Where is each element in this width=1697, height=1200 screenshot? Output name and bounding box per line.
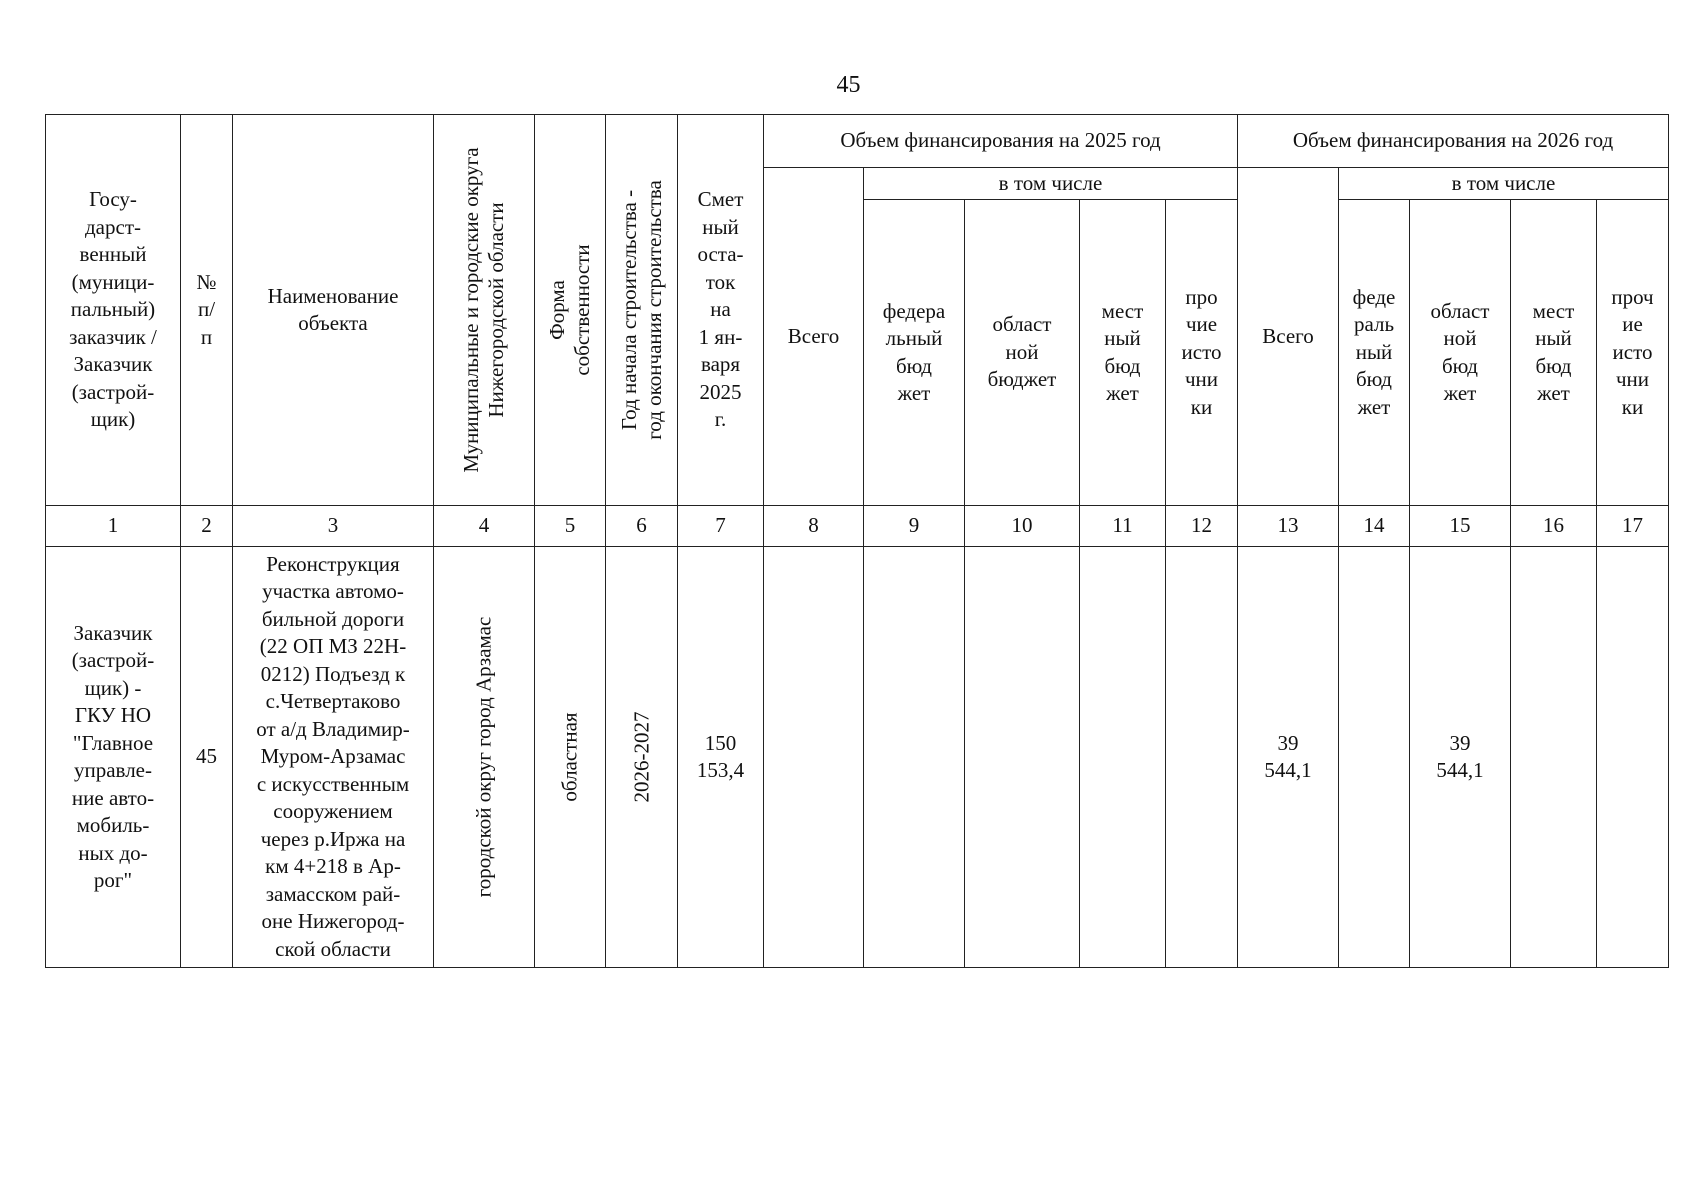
header-years: Год начала строительства - год окончания строительства — [606, 115, 678, 506]
column-number: 16 — [1511, 506, 1597, 547]
financing-table — [45, 114, 1669, 968]
row-other-2025 — [1166, 547, 1238, 968]
header-total-2025: Всего — [764, 168, 864, 506]
header-number: № п/ п — [181, 115, 233, 506]
header-other-2026: проч ие исто чни ки — [1597, 200, 1669, 506]
header-object-name: Наименование объекта — [233, 115, 434, 506]
header-row-1 — [46, 115, 1669, 168]
row-estimate: 150 153,4 — [678, 547, 764, 968]
header-funding-2026: Объем финансирования на 2026 год — [1238, 115, 1669, 168]
header-other-2025: про чие исто чни ки — [1166, 200, 1238, 506]
column-number: 17 — [1597, 506, 1669, 547]
column-number: 7 — [678, 506, 764, 547]
column-number: 6 — [606, 506, 678, 547]
header-local-2026: мест ный бюд жет — [1511, 200, 1597, 506]
header-customer: Госу- дарст- венный (муници- пальный) заказчик / Заказчик (застрой- щик) — [46, 115, 181, 506]
row-number: 45 — [181, 547, 233, 968]
row-customer: Заказчик (застрой- щик) - ГКУ НО "Главное управле- ние авто- мобиль- ных до- рог" — [46, 547, 181, 968]
row-regional-2026: 39 544,1 — [1410, 547, 1511, 968]
header-including-2026: в том числе — [1339, 168, 1669, 200]
header-local-2025: мест ный бюд жет — [1080, 200, 1166, 506]
row-local-2025 — [1080, 547, 1166, 968]
column-number: 1 — [46, 506, 181, 547]
header-regional-2026: област ной бюд жет — [1410, 200, 1511, 506]
row-total-2026: 39 544,1 — [1238, 547, 1339, 968]
column-number: 3 — [233, 506, 434, 547]
row-federal-2025 — [864, 547, 965, 968]
header-municipalities: Муниципальные и городские округа Нижегородской области — [434, 115, 535, 506]
column-number: 9 — [864, 506, 965, 547]
header-estimate: Смет ный оста- ток на 1 ян- варя 2025 г. — [678, 115, 764, 506]
header-federal-2025: федера льный бюд жет — [864, 200, 965, 506]
header-federal-2026: феде раль ный бюд жет — [1339, 200, 1410, 506]
column-number: 8 — [764, 506, 864, 547]
column-number: 2 — [181, 506, 233, 547]
row-other-2026 — [1597, 547, 1669, 968]
column-number: 13 — [1238, 506, 1339, 547]
column-number: 14 — [1339, 506, 1410, 547]
header-funding-2025: Объем финансирования на 2025 год — [764, 115, 1238, 168]
column-number: 5 — [535, 506, 606, 547]
header-regional-2025: област ной бюджет — [965, 200, 1080, 506]
column-number: 10 — [965, 506, 1080, 547]
column-number: 12 — [1166, 506, 1238, 547]
header-including-2025: в том числе — [864, 168, 1238, 200]
header-total-2026: Всего — [1238, 168, 1339, 506]
header-ownership: Форма собственности — [535, 115, 606, 506]
row-object-name: Реконструкция участка автомо- бильной дороги (22 ОП МЗ 22Н- 0212) Подъезд к с.Четвертаково от а/д Владимир- Муром-Арзамас с искусственным сооружением через р.Иржа на км 4+218 в Ар- замасском рай- оне Нижегород- ской области — [233, 547, 434, 968]
row-regional-2025 — [965, 547, 1080, 968]
page-number: 45 — [836, 72, 861, 98]
row-ownership: областная — [535, 547, 606, 968]
column-number-row — [46, 506, 1669, 547]
column-number: 4 — [434, 506, 535, 547]
row-years: 2026-2027 — [606, 547, 678, 968]
row-local-2026 — [1511, 547, 1597, 968]
row-federal-2026 — [1339, 547, 1410, 968]
row-municipality: городской округ город Арзамас — [434, 547, 535, 968]
table-row — [46, 547, 1669, 968]
column-number: 11 — [1080, 506, 1166, 547]
column-number: 15 — [1410, 506, 1511, 547]
row-total-2025 — [764, 547, 864, 968]
